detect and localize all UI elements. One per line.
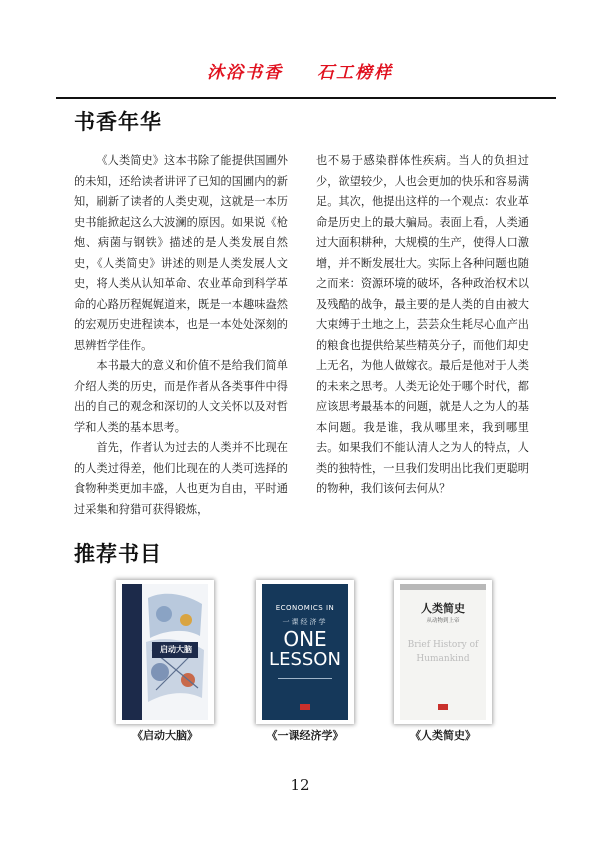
book-cover-qidong-danao[interactable] — [116, 580, 214, 724]
page-header — [0, 58, 600, 83]
book-cover-subtitle: 从动物到上帝 — [426, 618, 460, 624]
article-left-column — [74, 151, 288, 520]
book-cover-title: 人类简史 — [421, 602, 465, 615]
cover-big-word-lesson: LESSON — [269, 649, 341, 670]
book-cover-renlei-jianshi[interactable] — [394, 580, 492, 724]
cover-top-text: ECONOMICS IN — [275, 604, 335, 612]
header-rule — [56, 97, 556, 99]
header-right-title: 石工榜样 — [317, 63, 393, 83]
cover-big-word-one: ONE — [283, 627, 327, 651]
book-caption: 《一课经济学》 — [266, 729, 344, 742]
paragraph: 也不易于感染群体性疾病。当人的负担过少，欲望较少，人也会更加的快乐和容易满足。其次，他提出这样的一个观点：农业革命是历史上的最大骗局。表面上看，人类通过大面积耕种，大规模的生产，使得人口激增，并不断发展壮大。实际上各种问题也随之而来：资源环境的破坏，各种政治权术以及残酷的战争，最主要的是人类的自由被大大束缚于土地之上，芸芸众生耗尽心血产出的粮食也提供给某些精英分子，而他们却史上无名，为他人做嫁衣。最后是他对于人类的未来之思考。人类无论处于哪个时代，都应该思考最基本的问题，就是人之为人的基本问题。我是谁，我从哪里来，我到哪里去。如果我们不能认清人之为人的特点，人类的独特性，一旦我们发明出比我们更聪明的物种，我们该何去何从？ — [316, 154, 529, 495]
publisher-logo — [300, 704, 310, 710]
book-cover-english-line-1: Brief History of — [407, 640, 479, 650]
book-caption: 《启动大脑》 — [132, 729, 198, 742]
cover-top-band — [400, 584, 486, 590]
cover-divider — [278, 678, 332, 679]
cover-chinese-title: 一课经济学 — [282, 618, 328, 626]
book-cover-title: 启动大脑 — [160, 645, 192, 654]
header-left-title: 沐浴书香 — [207, 63, 283, 83]
book-cover-economics-one-lesson[interactable] — [256, 580, 354, 724]
publisher-logo — [438, 704, 448, 710]
book-caption: 《人类简史》 — [410, 729, 476, 742]
paragraph: 首先，作者认为过去的人类并不比现在的人类过得差，他们比现在的人类可选择的食物种类更加丰盛，人也更为自由，平时通过采集和狩猎可获得锻炼， — [74, 441, 288, 516]
book-cover-english-line-2: Humankind — [416, 654, 470, 664]
section-title-reading: 书香年华 — [74, 110, 162, 134]
paragraph: 《人类简史》这本书除了能提供国圃外的未知，还给读者讲评了已知的国圃内的新知，刷新了读者的人类史观，这就是一本历史书能掀起这么大波澜的原因。如果说《枪炮、病菌与钢铁》描述的是人类发展自然史，《人类简史》讲述的则是人类发展人文史，将人类从认知革命、农业革命到科学革命的心路历程娓娓道来，既是一本趣味盎然的宏观历史进程读本，也是一本处处深刻的思辨哲学佳作。 — [74, 154, 288, 352]
section-title-recommend: 推荐书目 — [74, 542, 162, 566]
paragraph: 本书最大的意义和价值不是给我们简单介绍人类的历史，而是作者从各类事件中得出的自己的观念和深切的人文关怀以及对哲学和人类的基本思考。 — [74, 359, 288, 434]
page-number: 12 — [290, 776, 310, 794]
article-right-column — [316, 151, 529, 500]
